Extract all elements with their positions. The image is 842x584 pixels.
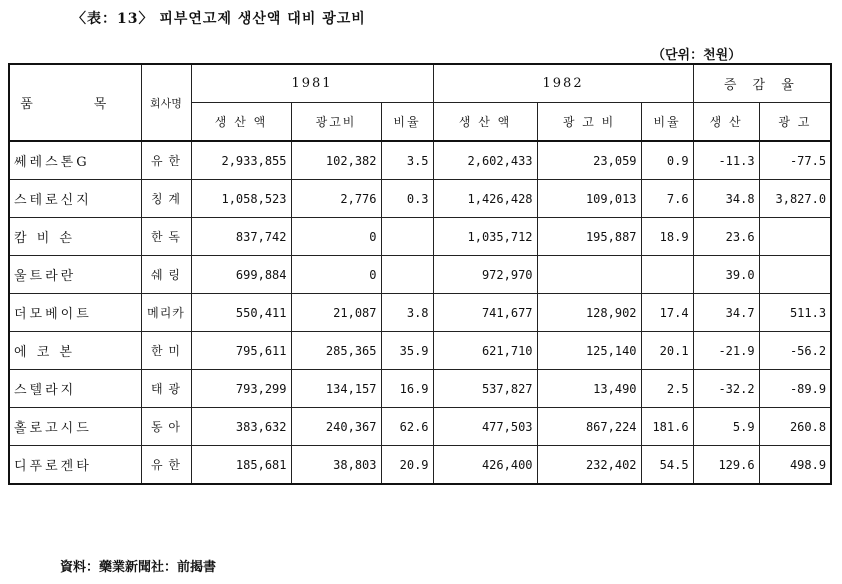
cell-product: 쎄레스톤G [9,141,141,180]
cell-change-ad: 260.8 [759,408,831,446]
table-row [9,141,831,180]
cell-product: 디푸로겐타 [9,446,141,485]
cell-product: 캄 비 손 [9,218,141,256]
cell-ratio-1982: 7.6 [641,180,693,218]
cell-adcost-1981: 240,367 [291,408,381,446]
cell-change-ad [759,218,831,256]
cell-product: 더모베이트 [9,294,141,332]
cell-adcost-1982: 109,013 [537,180,641,218]
table-row [9,408,831,446]
cell-adcost-1981: 21,087 [291,294,381,332]
cell-product: 스텔라지 [9,370,141,408]
cell-production-1982: 1,035,712 [433,218,537,256]
table-row [9,446,831,485]
cell-production-1982: 972,970 [433,256,537,294]
header-production-1982: 생 산 액 [433,103,537,142]
cell-adcost-1982: 13,490 [537,370,641,408]
cell-ratio-1981 [381,256,433,294]
cell-production-1981: 837,742 [191,218,291,256]
header-change-production: 생 산 [693,103,759,142]
cell-company: 유 한 [141,141,191,180]
cell-production-1981: 1,058,523 [191,180,291,218]
table-row [9,180,831,218]
cell-change-production: 5.9 [693,408,759,446]
cell-company: 한 독 [141,218,191,256]
header-product: 품 목 [9,64,141,141]
cell-adcost-1982 [537,256,641,294]
cell-change-production: -21.9 [693,332,759,370]
cell-production-1981: 699,884 [191,256,291,294]
cell-adcost-1981: 102,382 [291,141,381,180]
table-body [9,141,831,484]
cell-product: 울트라란 [9,256,141,294]
cell-change-ad: 498.9 [759,446,831,485]
cell-change-ad: -77.5 [759,141,831,180]
table-row [9,332,831,370]
table-row [9,218,831,256]
cell-product: 스테로신지 [9,180,141,218]
cell-production-1981: 550,411 [191,294,291,332]
cell-production-1981: 2,933,855 [191,141,291,180]
cell-ratio-1982: 0.9 [641,141,693,180]
header-year-1981: 1981 [191,64,433,103]
data-table [8,63,832,485]
cell-product: 에 코 본 [9,332,141,370]
cell-adcost-1981: 2,776 [291,180,381,218]
cell-ratio-1981: 20.9 [381,446,433,485]
cell-company: 한 미 [141,332,191,370]
cell-production-1981: 185,681 [191,446,291,485]
cell-adcost-1982: 867,224 [537,408,641,446]
cell-ratio-1981: 62.6 [381,408,433,446]
cell-adcost-1981: 0 [291,256,381,294]
cell-adcost-1982: 125,140 [537,332,641,370]
cell-adcost-1982: 128,902 [537,294,641,332]
cell-change-production: 34.8 [693,180,759,218]
cell-production-1982: 537,827 [433,370,537,408]
cell-company: 메리카 [141,294,191,332]
cell-ratio-1982: 181.6 [641,408,693,446]
cell-company: 태 광 [141,370,191,408]
cell-company: 쉐 링 [141,256,191,294]
header-ratio-1981: 비율 [381,103,433,142]
cell-change-ad [759,256,831,294]
cell-adcost-1982: 23,059 [537,141,641,180]
table-title: 〈表：13〉 피부연고제 생산액 대비 광고비 [72,11,366,27]
cell-adcost-1982: 232,402 [537,446,641,485]
cell-ratio-1982: 17.4 [641,294,693,332]
cell-production-1982: 1,426,428 [433,180,537,218]
cell-change-ad: 3,827.0 [759,180,831,218]
cell-ratio-1982: 20.1 [641,332,693,370]
cell-ratio-1981: 35.9 [381,332,433,370]
source-note: 資料：藥業新聞社：前揭書 [60,560,217,575]
cell-production-1982: 477,503 [433,408,537,446]
cell-company: 칭 계 [141,180,191,218]
cell-ratio-1981: 0.3 [381,180,433,218]
header-change: 증 감 율 [693,64,831,103]
cell-ratio-1982: 18.9 [641,218,693,256]
cell-change-ad: -89.9 [759,370,831,408]
cell-company: 유 한 [141,446,191,485]
cell-change-production: -11.3 [693,141,759,180]
cell-production-1982: 426,400 [433,446,537,485]
cell-adcost-1982: 195,887 [537,218,641,256]
cell-adcost-1981: 0 [291,218,381,256]
cell-production-1982: 741,677 [433,294,537,332]
cell-ratio-1981: 3.5 [381,141,433,180]
cell-adcost-1981: 285,365 [291,332,381,370]
cell-product: 홀로고시드 [9,408,141,446]
cell-ratio-1981 [381,218,433,256]
header-ratio-1982: 비율 [641,103,693,142]
header-production-1981: 생 산 액 [191,103,291,142]
header-change-ad: 광 고 [759,103,831,142]
cell-change-production: 129.6 [693,446,759,485]
cell-change-production: -32.2 [693,370,759,408]
table-row [9,294,831,332]
cell-change-production: 39.0 [693,256,759,294]
cell-ratio-1982 [641,256,693,294]
cell-change-production: 34.7 [693,294,759,332]
header-company: 회사명 [141,64,191,141]
table-row [9,256,831,294]
cell-production-1981: 793,299 [191,370,291,408]
cell-change-production: 23.6 [693,218,759,256]
table-row [9,370,831,408]
cell-ratio-1981: 3.8 [381,294,433,332]
cell-adcost-1981: 134,157 [291,370,381,408]
cell-production-1981: 383,632 [191,408,291,446]
cell-production-1982: 621,710 [433,332,537,370]
cell-company: 동 아 [141,408,191,446]
cell-ratio-1982: 2.5 [641,370,693,408]
cell-production-1981: 795,611 [191,332,291,370]
cell-ratio-1982: 54.5 [641,446,693,485]
header-adcost-1982: 광 고 비 [537,103,641,142]
cell-ratio-1981: 16.9 [381,370,433,408]
cell-adcost-1981: 38,803 [291,446,381,485]
cell-change-ad: -56.2 [759,332,831,370]
header-year-1982: 1982 [433,64,693,103]
header-adcost-1981: 광고비 [291,103,381,142]
unit-label: （단위：천원） [652,48,742,63]
cell-production-1982: 2,602,433 [433,141,537,180]
cell-change-ad: 511.3 [759,294,831,332]
